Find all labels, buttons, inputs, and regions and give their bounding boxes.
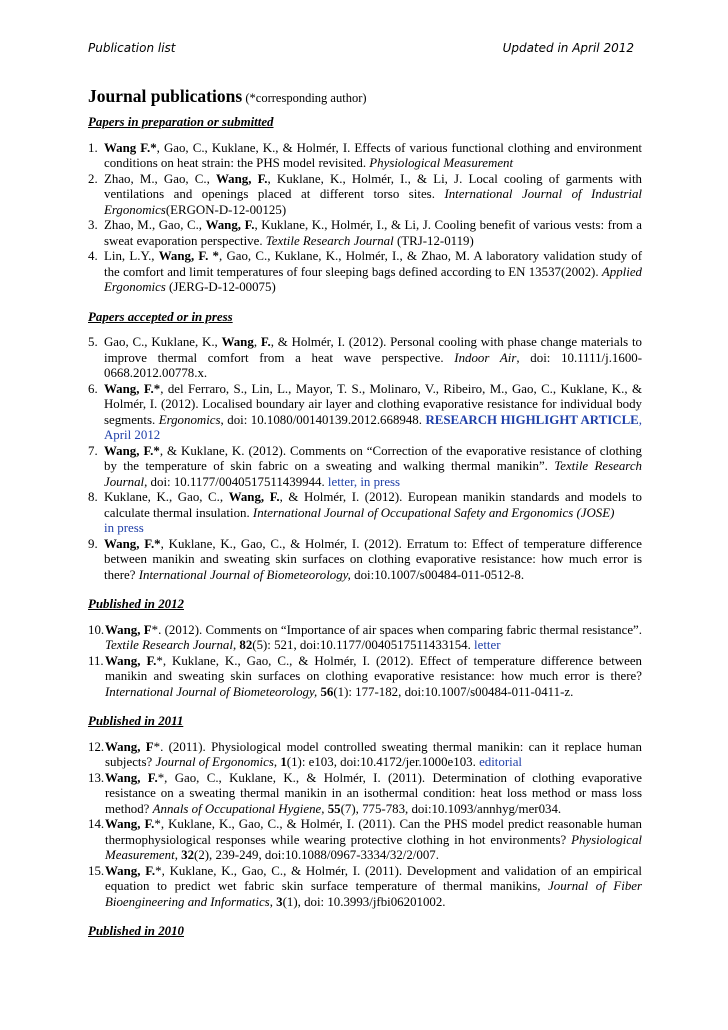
title-sub: (*corresponding author) — [245, 91, 367, 105]
section-heading-prep: Papers in preparation or submitted — [88, 115, 274, 129]
entry-author-bold: Wang, F — [105, 622, 152, 637]
publication-entry — [88, 771, 642, 818]
entry-journal: Indoor Air — [454, 350, 517, 365]
entry-text: (JERG-D-12-00075) — [165, 280, 276, 294]
entry-number: 6. — [88, 381, 98, 396]
entry-author-bold: Wang, F.* — [104, 381, 161, 396]
entry-text: *, Kuklane, K., Gao, C., & Holmér, I. (2011). Can the PHS model predict reasonable human thermophysiological responses while wearing protective clothing in hot environments? — [105, 817, 642, 847]
entry-text: *. (2012). Comments on “Importance of air spaces when comparing fabric thermal resistance”. — [151, 622, 643, 637]
publication-entry — [88, 382, 642, 444]
entry-text: Lin, L.Y., — [104, 249, 159, 263]
entry-author-bold: F. — [260, 335, 271, 349]
entry-text: *. (2011). Physiological model controlled sweating thermal manikin: can it replace human subjects? — [105, 739, 642, 769]
publication-entry — [88, 218, 642, 249]
entry-number: 13. — [88, 770, 105, 785]
entry-text: (2), 239-249, doi:10.1088/0967-3334/32/2/007. — [194, 848, 439, 862]
entry-volume: 1 — [280, 755, 287, 769]
entry-note: in press — [104, 521, 144, 535]
entry-text: , & Holmér, I. (2012). European manikin standards and models to calculate thermal insulation. — [104, 490, 642, 520]
publication-list-accepted — [88, 335, 642, 583]
entry-volume: 3 — [276, 894, 283, 909]
section-heading-accepted: Papers accepted or in press — [88, 309, 233, 324]
entry-number: 11. — [88, 653, 104, 668]
entry-journal: Physiological Measurement — [369, 156, 514, 170]
entry-journal: International Journal of Industrial Ergonomics — [104, 187, 642, 217]
publication-entry — [88, 740, 642, 771]
publication-entry — [88, 654, 642, 701]
entry-text: (7), 775-783, doi:10.1093/annhyg/mer034. — [340, 801, 562, 816]
title-main: Journal publications — [88, 86, 243, 106]
entry-journal: International Journal of Biometeorology, — [138, 567, 351, 582]
entry-number: 14. — [88, 817, 105, 831]
entry-volume: 82 — [239, 638, 253, 652]
section-heading-2010: Published in 2010 — [88, 924, 184, 938]
entry-note: letter, in press — [327, 474, 401, 489]
entry-author-bold: Wang, F. — [105, 817, 155, 831]
publication-entry — [88, 172, 642, 219]
entry-text: doi:10.1007/s00484-011-0512-8. — [350, 567, 525, 582]
entry-text: , Gao, C., Kuklane, K., & Holmér, I. Effects of various functional clothing and environment conditions on heat strain: the PHS model revisited. — [104, 140, 642, 170]
entry-journal: Textile Research Journal — [265, 233, 394, 248]
page-header — [88, 41, 634, 59]
entry-author-bold: Wang, F. — [105, 863, 156, 878]
publication-entry — [88, 817, 642, 864]
entry-text: , Kuklane, K., Holmér, I., & Li, J. Local cooling of garments with ventilations and openings placed at different torso sites. — [104, 171, 642, 201]
document-body — [88, 85, 642, 950]
entry-number: 7. — [88, 443, 98, 458]
entry-author-bold: Wang, F. — [205, 218, 255, 232]
entry-text: (1): e103, doi:10.4172/jer.1000e103. — [286, 755, 480, 769]
header-left: Publication list — [88, 41, 176, 55]
entry-author-bold: Wang — [221, 335, 254, 349]
entry-text: , — [269, 894, 277, 909]
publication-entry — [88, 864, 642, 911]
publication-entry — [88, 249, 642, 296]
section-heading-2012: Published in 2012 — [88, 597, 184, 611]
entry-text: , — [253, 335, 261, 349]
entry-number: 1. — [88, 140, 98, 155]
publication-entry — [88, 335, 642, 382]
entry-journal: Textile Research Journal — [105, 638, 233, 652]
entry-text: , Kuklane, K., Gao, C., & Holmér, I. (2012). Erratum to: Effect of temperature difference between manikin and sweating skin surfaces on clothing evaporative resistance: how much error is there? — [104, 536, 642, 582]
publication-list-2012 — [88, 623, 642, 701]
entry-text: , doi: 10.1080/00140139.2012.668948. — [220, 412, 426, 427]
entry-number: 9. — [88, 536, 98, 551]
entry-author-bold: Wang, F.* — [104, 443, 160, 458]
entry-text: , — [321, 801, 328, 816]
entry-author-bold: Wang, F. — [105, 653, 157, 668]
entry-journal: Textile Research Journal — [104, 459, 642, 489]
entry-volume: 55 — [327, 801, 341, 816]
entry-journal: Physiological Measurement — [105, 832, 642, 862]
page-title — [88, 85, 642, 109]
entry-volume: 32 — [181, 848, 195, 862]
entry-text: , doi: 10.1111/j.1600-0668.2012.00778.x. — [104, 350, 643, 380]
publication-entry — [88, 141, 642, 172]
entry-author-bold: Wang, F. — [216, 171, 268, 186]
entry-journal: Journal of Fiber Bioengineering and Informatics — [105, 879, 642, 909]
entry-journal: Ergonomics — [158, 412, 221, 427]
entry-text: , — [232, 638, 240, 652]
entry-journal: Annals of Occupational Hygiene — [152, 801, 322, 816]
entry-number: 10. — [88, 622, 105, 637]
entry-text: *, Kuklane, K., Gao, C., & Holmér, I. (2012). Effect of temperature difference between manikin and sweating skin surfaces on clothing evaporative resistance: how much error is there? — [105, 653, 642, 683]
publication-entry — [88, 537, 642, 584]
entry-text: (1): 177-182, doi:10.1007/s00484-011-0411-z. — [333, 684, 574, 699]
entry-text: Gao, C., Kuklane, K., — [104, 335, 222, 349]
entry-text: , Gao, C., Kuklane, K., Holmér, I., & Zhao, M. A laboratory validation study of the comfort and limit temperatures of four sleeping bags defined according to EN 13537(2002). — [104, 249, 642, 279]
entry-text: Zhao, M., Gao, C., — [104, 218, 206, 232]
entry-text: Zhao, M., Gao, C., — [104, 171, 216, 186]
entry-number: 15. — [88, 863, 105, 878]
entry-text: *, Kuklane, K., Gao, C., & Holmér, I. (2011). Development and validation of an empirical equation to predict wet fabric skin surface temperature of thermal manikins, — [105, 863, 642, 893]
header-right: Updated in April 2012 — [502, 41, 634, 55]
entry-text: , — [273, 755, 281, 769]
entry-text: , — [174, 848, 182, 862]
entry-text: (1), doi: 10.3993/jfbi06201002. — [282, 894, 446, 909]
entry-volume: 56 — [320, 684, 334, 699]
entry-number: 5. — [88, 335, 98, 349]
entry-highlight-label: RESEARCH HIGHLIGHT ARTICLE — [425, 412, 639, 427]
publication-entry — [88, 490, 642, 537]
section-heading-2011: Published in 2011 — [88, 714, 184, 728]
entry-author-bold: Wang F.* — [104, 140, 157, 155]
publication-list-prep — [88, 141, 642, 296]
entry-author-bold: Wang, F. — [228, 490, 280, 504]
entry-number: 4. — [88, 249, 98, 263]
entry-note: letter — [474, 638, 501, 652]
entry-journal: Journal of Ergonomics — [155, 755, 274, 769]
entry-text: (ERGON-D-12-00125) — [165, 202, 287, 217]
entry-author-bold: Wang, F. * — [158, 249, 220, 263]
entry-author-bold: Wang, F.* — [104, 536, 161, 551]
publication-entry — [88, 444, 642, 491]
entry-text: , doi: 10.1177/0040517511439944. — [144, 474, 328, 489]
entry-journal: Applied Ergonomics — [104, 264, 642, 294]
entry-text: , & Holmér, I. (2012). Personal cooling with phase change materials to improve thermal comfort from a heat wave perspective. — [104, 335, 642, 365]
entry-note: , April 2012 — [104, 412, 643, 442]
entry-text: *, Gao, C., Kuklane, K., & Holmér, I. (2011). Determination of clothing evaporative resistance on a sweating thermal manikin in an isothermal condition: heat loss method or mass loss method? — [105, 770, 642, 816]
entry-note: editorial — [479, 755, 523, 769]
entry-number: 2. — [88, 171, 98, 186]
publication-list-2011 — [88, 740, 642, 911]
entry-text: Kuklane, K., Gao, C., — [104, 490, 229, 504]
entry-journal: International Journal of Biometeorology, — [105, 684, 318, 699]
entry-text: , Kuklane, K., Holmér, I., & Li, J. Cooling benefit of various vests: from a sweat evaporation perspective. — [104, 218, 642, 248]
entry-journal: International Journal of Occupational Safety and Ergonomics (JOSE) — [252, 505, 615, 520]
entry-number: 3. — [88, 218, 98, 232]
entry-text: , del Ferraro, S., Lin, L., Mayor, T. S., Molinaro, V., Ribeiro, M., Gao, C., Kuklane, K., & Holmér, I. (2012). Localised boundary air layer and clothing evaporative resistance for individual body segments. — [104, 381, 642, 427]
entry-text: , & Kuklane, K. (2012). Comments on “Correction of the evaporative resistance of clothing by the temperature of skin fabric on a sweating and walking thermal manikin”. — [104, 443, 642, 473]
entry-text: (5): 521, doi:10.1177/0040517511433154. — [252, 638, 475, 652]
entry-author-bold: Wang, F. — [105, 770, 158, 785]
entry-number: 8. — [88, 490, 98, 504]
entry-number: 12. — [88, 739, 105, 754]
publication-entry — [88, 623, 642, 654]
entry-text: (TRJ-12-0119) — [393, 233, 474, 248]
entry-author-bold: Wang, F — [105, 739, 154, 754]
